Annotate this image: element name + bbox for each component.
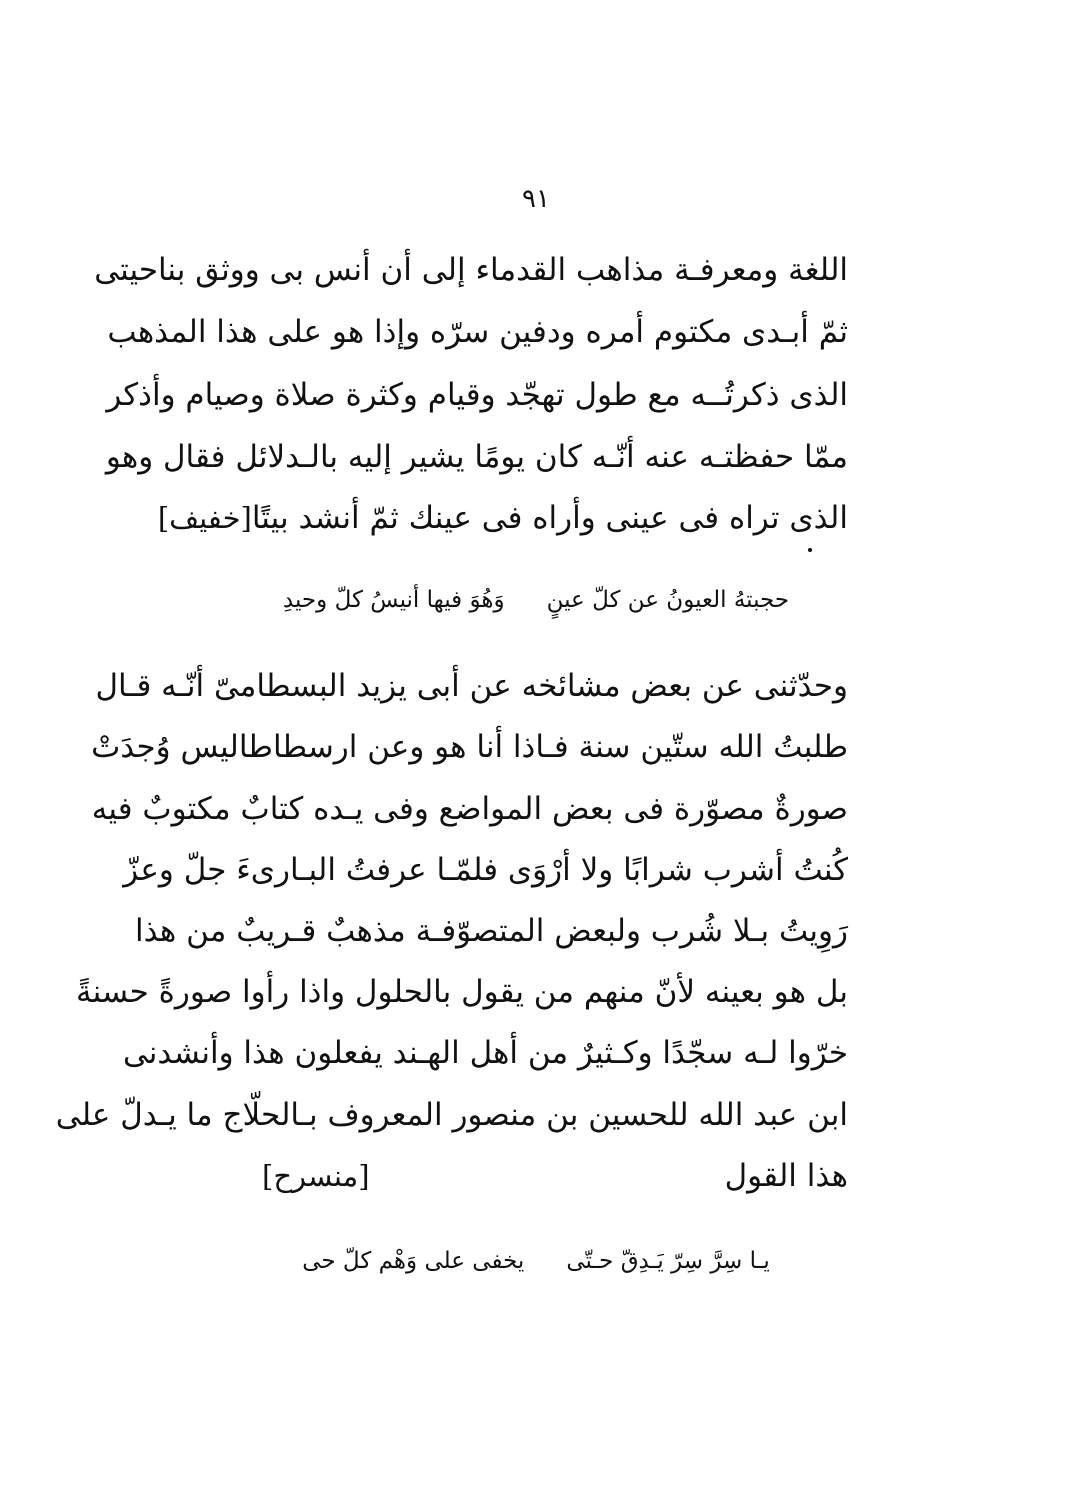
- stray-dot: [808, 548, 812, 552]
- verse-hemistich: يـا سِرَّ سِرّ يَـدِقّ حـتّى: [566, 1248, 770, 1274]
- prose-line: طلبتُ الله ستّين سنة فـاذا أنا هو وعن ارسطاطاليس وُجدَتْ: [91, 729, 848, 765]
- prose-line: صورةٌ مصوّرة فى بعض المواضع وفى يـده كتابٌ مكتوبٌ فيه: [91, 791, 848, 827]
- prose-line: رَوِيتُ بـلا شُرب ولبعض المتصوّفـة مذهبٌ قـريبٌ من هذا: [135, 913, 848, 949]
- meter-label: [خفيف]: [157, 501, 252, 535]
- prose-line-last: هذا القول: [724, 1158, 848, 1194]
- page-number: ٩١: [522, 184, 550, 214]
- prose-line-with-meter: [157, 498, 848, 538]
- prose-line: ممّا حفظتـه عنه أنّـه كان يومًا يشير إليه بالـدلائل فقال وهو: [105, 439, 848, 475]
- prose-line: وحدّثنى عن بعض مشائخه عن أبى يزيد البسطامىّ أنّـه قـال: [95, 668, 848, 704]
- verse-hemistich: يخفى على وَهْم كلّ حى: [302, 1248, 525, 1274]
- prose-line: ابن عبد الله للحسين بن منصور المعروف بـالحلّاج ما يـدلّ على: [55, 1097, 848, 1133]
- prose-line: ثمّ أبـدى مكتوم أمره ودفين سرّه وإذا هو على هذا المذهب: [107, 314, 848, 350]
- prose-line: كُنتُ أشرب شرابًا ولا أرْوَى فلمّـا عرفتُ البـارىءَ جلّ وعزّ: [123, 852, 848, 888]
- prose-line: الذى ذكرتُــه مع طول تهجّد وقيام وكثرة صلاة وصيام وأذكر: [106, 377, 848, 413]
- prose-line-with-meter: [262, 1156, 848, 1196]
- verse-hemistich: وَهُوَ فيها أنيسُ كلّ وحيدِ: [282, 587, 505, 613]
- meter-label: [منسرح]: [262, 1159, 370, 1193]
- prose-line: اللغة ومعرفـة مذاهب القدماء إلى أن أنس بى ووثق بناحيتى: [94, 252, 848, 288]
- verse-hemistich: حجبتهُ العيونُ عن كلّ عينٍ: [546, 587, 790, 613]
- prose-line: بل هو بعينه لأنّ منهم من يقول بالحلول واذا رأوا صورةً حسنةً: [76, 974, 848, 1010]
- verse-line: [0, 1245, 1072, 1277]
- prose-line-last: الذى تراه فى عينى وأراه فى عينك ثمّ أنشد بيتًا: [251, 500, 848, 536]
- prose-line: خرّوا لـه سجّدًا وكـثيرٌ من أهل الهـند يفعلون هذا وأنشدنى: [122, 1035, 848, 1071]
- verse-line: [0, 584, 1072, 616]
